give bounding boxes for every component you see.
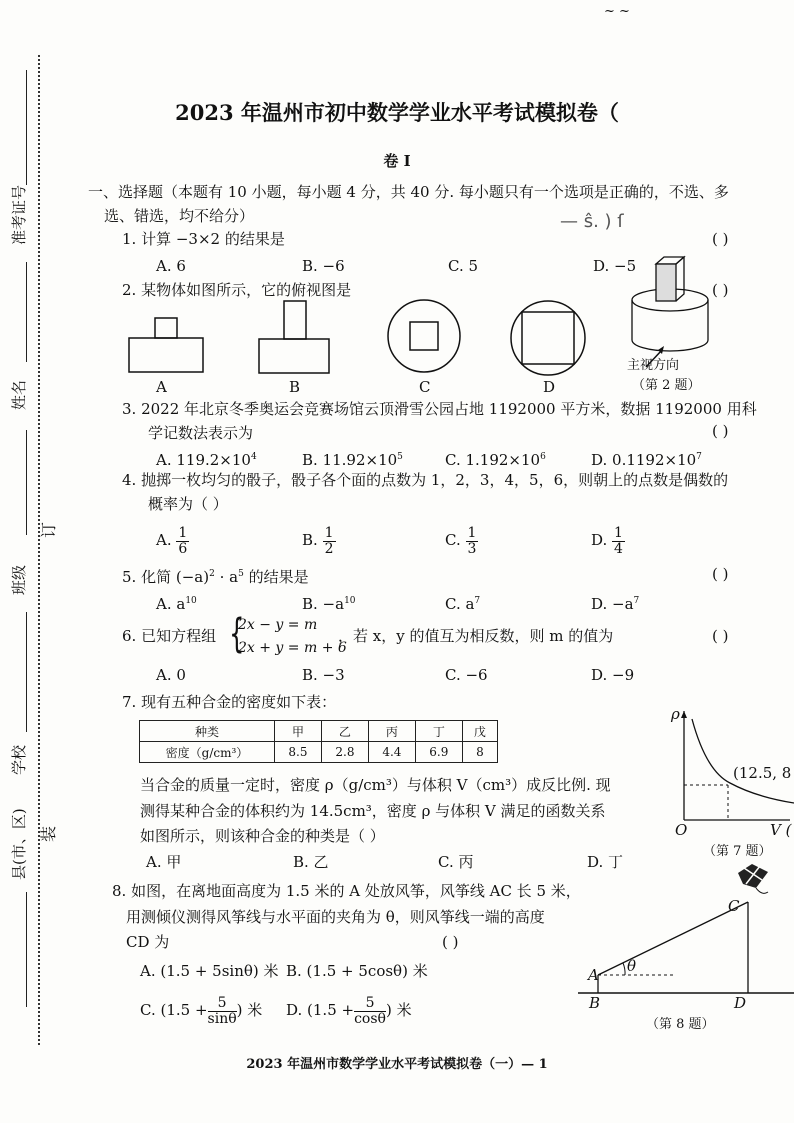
q7-option-b: B. 乙 — [293, 853, 329, 871]
q1-option-a: A. 6 — [156, 257, 186, 275]
q8-label-a: A — [588, 966, 599, 984]
q5-option-d: D. $-a^7$ — [591, 595, 640, 613]
q8-stem-line2: 用测倾仪测得风筝线与水平面的夹角为 θ，则风筝线一端的高度 — [126, 908, 545, 926]
q3-stem-line1: 3. 2022 年北京冬季奥运会竞赛场馆云顶滑雪公园占地 1192000 平方米，数据 1192000 用科 — [122, 400, 757, 418]
volume-label: 卷 I — [383, 152, 411, 170]
q3-option-a: A. $119.2\times 10^4$ — [156, 451, 257, 469]
q7-caption: （第 7 题） — [703, 844, 772, 859]
table-row — [140, 721, 498, 742]
county-label: 县(市、区) — [10, 808, 28, 880]
table-cell: 8.5 — [275, 742, 322, 763]
q8-stem-line3: CD 为 — [126, 933, 170, 951]
q4-option-d: D. $\frac{1}{4}$ — [591, 524, 623, 557]
table-cell: 2.8 — [321, 742, 368, 763]
q7-text-line1: 当合金的质量一定时，密度 ρ（g/cm³）与体积 V（cm³）成反比例. 现 — [140, 776, 611, 794]
q2-figure-c — [388, 300, 460, 372]
q6-answer-paren: ( ) — [712, 627, 729, 645]
kite-icon — [738, 864, 768, 893]
school-label: 学校 — [10, 744, 28, 775]
blank-line-name — [26, 262, 27, 362]
table-cell: 丙 — [368, 721, 415, 742]
q2-figure-b — [259, 301, 329, 373]
class-label: 班级 — [10, 564, 28, 595]
q6-option-a: A. 0 — [156, 666, 186, 684]
page-title: 2023 年温州市初中数学学业水平考试模拟卷（ — [175, 100, 619, 125]
q4-option-b: B. $\frac{1}{2}$ — [302, 524, 334, 557]
name-label: 姓名 — [10, 379, 28, 410]
q7-option-d: D. 丁 — [587, 853, 624, 871]
q4-stem-line1: 4. 抛掷一枚均匀的骰子，骰子各个面的点数为 1，2，3，4，5，6，则朝上的点数是偶数的 — [122, 471, 729, 489]
q8-option-d: D. (1.5 + $\frac{5}{\cos\theta}$ ) 米 — [286, 994, 412, 1027]
table-cell: 密度（g/cm³） — [140, 742, 275, 763]
q7-option-a: A. 甲 — [146, 853, 182, 871]
q5-option-c: C. $a^7$ — [445, 595, 481, 613]
q3-option-d: D. $0.1192\times 10^7$ — [591, 451, 702, 469]
q2-options-figures — [125, 298, 605, 378]
q5-option-a: A. $a^{10}$ — [156, 595, 197, 613]
q2-answer-paren: ( ) — [712, 281, 729, 299]
q2-figure-d — [511, 301, 585, 375]
binding-dotted-line — [38, 55, 40, 1045]
q3-option-b: B. $11.92\times 10^5$ — [302, 451, 403, 469]
q1-option-c: C. 5 — [448, 257, 479, 275]
zhuang-label: 装 — [39, 825, 58, 842]
table-row — [140, 742, 498, 763]
q7-density-table — [139, 720, 498, 763]
q3-answer-paren: ( ) — [712, 422, 729, 440]
q8-label-c: C — [728, 897, 740, 915]
q7-graph-point-label: (12.5, 8 — [733, 764, 792, 782]
q7-graph-origin-label: O — [675, 821, 688, 839]
q2-figure-a — [129, 318, 203, 372]
q3-option-c: C. $1.192\times 10^6$ — [445, 451, 546, 469]
q2-label-a: A — [156, 378, 167, 396]
q8-label-d: D — [734, 994, 747, 1012]
q2-direction-label: 主视方向 — [627, 358, 680, 373]
q8-answer-paren: ( ) — [442, 933, 459, 951]
q6-equation-1: 2x − y = m — [238, 617, 318, 633]
q4-stem-line2: 概率为（ ） — [148, 495, 228, 513]
q8-caption: （第 8 题） — [646, 1017, 715, 1032]
blank-line-school — [26, 612, 27, 732]
q6-stem-post: ，若 x，y 的值互为相反数，则 m 的值为 — [338, 627, 614, 645]
q8-label-b: B — [589, 994, 601, 1012]
q4-option-c: C. $\frac{1}{3}$ — [445, 524, 477, 557]
table-cell: 戊 — [462, 721, 497, 742]
q1-option-d: D. −5 — [593, 257, 637, 275]
q7-option-c: C. 丙 — [438, 853, 474, 871]
q5-answer-paren: ( ) — [712, 565, 729, 583]
table-cell: 6.9 — [415, 742, 462, 763]
q1-option-b: B. −6 — [302, 257, 345, 275]
ding-label: 订 — [39, 521, 58, 538]
handwritten-scribble: — ŝ. ) ſ — [560, 211, 624, 232]
corner-mark: ~ ~ — [604, 4, 630, 19]
table-cell: 乙 — [321, 721, 368, 742]
table-cell: 种类 — [140, 721, 275, 742]
q8-option-b: B. (1.5 + 5cosθ) 米 — [286, 962, 428, 980]
blank-line-class — [26, 430, 27, 535]
q2-label-b: B — [289, 378, 301, 396]
q4-option-a: A. $\frac{1}{6}$ — [156, 524, 188, 557]
section-instructions-line1: 一、选择题（本题有 10 小题，每小题 4 分，共 40 分. 每小题只有一个选项是正确的，不选、多 — [88, 183, 729, 201]
q6-brace: { — [229, 611, 245, 657]
page-footer: 2023 年温州市数学学业水平考试模拟卷（一）— 1 — [246, 1057, 548, 1072]
blank-line-county — [26, 892, 27, 1007]
q2-label-d: D — [543, 378, 556, 396]
q7-graph-y-label: ρ — [671, 705, 680, 723]
table-cell: 8 — [462, 742, 497, 763]
q2-label-c: C — [419, 378, 431, 396]
q7-text-line2: 测得某种合金的体积约为 14.5cm³，密度 ρ 与体积 V 满足的函数关系 — [140, 802, 606, 820]
q6-stem-pre: 6. 已知方程组 — [122, 627, 217, 645]
q2-stem: 2. 某物体如图所示，它的俯视图是 — [122, 281, 352, 299]
q2-solid-figure — [622, 252, 722, 372]
q8-kite-figure — [578, 858, 794, 998]
q8-option-a: A. (1.5 + 5sinθ) 米 — [140, 962, 279, 980]
table-cell: 甲 — [275, 721, 322, 742]
q6-option-c: C. −6 — [445, 666, 488, 684]
q1-answer-paren: ( ) — [712, 230, 729, 248]
q1-stem: 1. 计算 −3×2 的结果是 — [122, 230, 285, 248]
table-cell: 丁 — [415, 721, 462, 742]
q7-graph-x-label: V ( — [770, 821, 792, 839]
q3-stem-line2: 学记数法表示为 — [148, 424, 254, 442]
q6-option-d: D. −9 — [591, 666, 635, 684]
q8-label-theta: θ — [627, 957, 637, 975]
section-instructions-line2: 选、错选，均不给分） — [104, 207, 255, 225]
q7-text-line3: 如图所示，则该种合金的种类是（ ） — [140, 827, 385, 845]
q6-equation-2: 2x + y = m + 6 — [238, 640, 347, 656]
exam-no-label: 准考证号 — [10, 184, 28, 245]
q8-stem-line1: 8. 如图，在离地面高度为 1.5 米的 A 处放风筝，风筝线 AC 长 5 米， — [112, 882, 581, 900]
q8-option-c: C. (1.5 + $\frac{5}{\sin\theta}$ ) 米 — [140, 994, 263, 1027]
q5-option-b: B. $-a^{10}$ — [302, 595, 356, 613]
table-cell: 4.4 — [368, 742, 415, 763]
q2-caption: （第 2 题） — [632, 378, 701, 393]
q6-option-b: B. −3 — [302, 666, 345, 684]
q5-stem: 5. 化简 $(-a)^2 \cdot a^5$ 的结果是 — [122, 568, 309, 586]
q7-stem: 7. 现有五种合金的密度如下表： — [122, 693, 337, 711]
